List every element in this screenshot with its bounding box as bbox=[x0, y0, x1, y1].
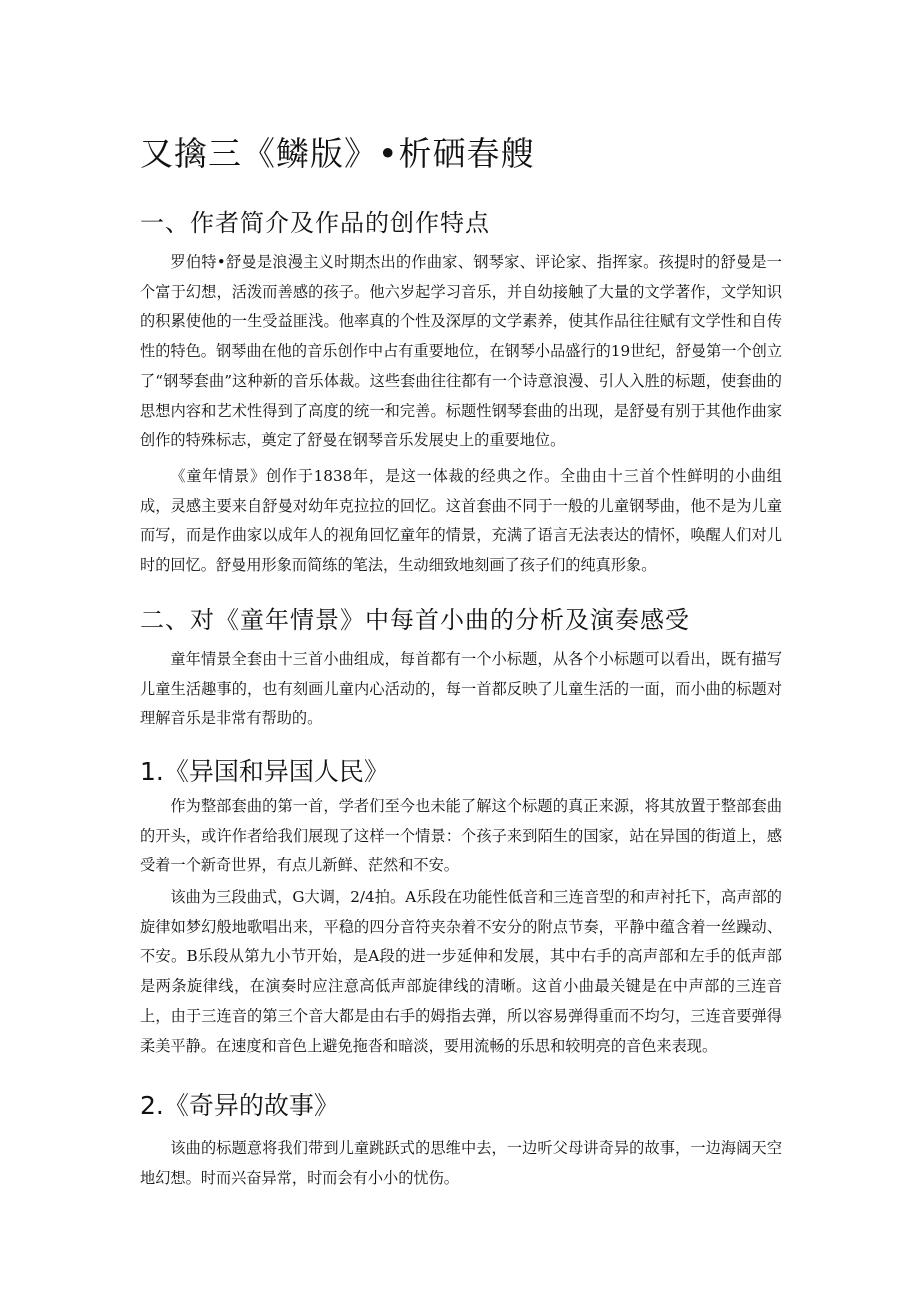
paragraph-piece1-analysis: 该曲为三段曲式，G大调，2/4拍。A乐段在功能性低音和三连音型的和声衬托下，高声部的旋律如梦幻般地歌唱出来，平稳的四分音符夹杂着不安分的附点节奏，平静中蕴含着一丝躁动、不安。B乐段从第九小节开始，是A段的进一步延伸和发展，其中右手的高声部和左手的低声部是两条旋律线，在演奏时应注意高低声部旋律线的清晰。这首小曲最关键是在中声部的三连音上，由于三连音的第三个音大都是由右手的姆指去弹，所以容易弹得重而不均匀，三连音要弹得柔美平静。在速度和音色上避免拖沓和暗淡，要用流畅的乐思和较明亮的音色来表现。 bbox=[140, 888, 782, 1055]
piece-heading-2: 2.《奇异的故事》 bbox=[140, 1091, 339, 1120]
document-title: 又擒三《鳞版》•析硒春艘 bbox=[140, 134, 535, 173]
paragraph-work-intro: 《童年情景》创作于1838年，是这一体裁的经典之作。全曲由十三首个性鲜明的小曲组成，灵感主要来自舒曼对幼年克拉拉的回忆。这首套曲不同于一般的儿童钢琴曲，他不是为儿童而写，而是作曲家以成年人的视角回忆童年的情景，充满了语言无法表达的情怀，唤醒人们对儿时的回忆。舒曼用形象而简练的笔法，生动细致地刻画了孩子们的纯真形象。 bbox=[140, 467, 782, 575]
paragraph-piece1-intro: 作为整部套曲的第一首，学者们至今也未能了解这个标题的真正来源，将其放置于整部套曲的开头，或许作者给我们展现了这样一个情景：个孩子来到陌生的国家，站在异国的街道上，感受着一个新奇世界，有点儿新鲜、茫然和不安。 bbox=[140, 797, 782, 875]
paragraph-analysis-intro: 童年情景全套由十三首小曲组成，每首都有一个小标题，从各个小标题可以看出，既有描写儿童生活趣事的，也有刻画儿童内心活动的，每一首都反映了儿童生活的一面，而小曲的标题对理解音乐是非常有帮助的。 bbox=[140, 650, 782, 728]
piece-heading-1: 1.《异国和异国人民》 bbox=[140, 757, 389, 786]
paragraph-author-bio: 罗伯特•舒曼是浪漫主义时期杰出的作曲家、钢琴家、评论家、指挥家。孩提时的舒曼是一个富于幻想，活泼而善感的孩子。他六岁起学习音乐，并自幼接触了大量的文学著作，文学知识的积累使他的一生受益匪浅。他率真的个性及深厚的文学素养，使其作品往往赋有文学性和自传性的特色。钢琴曲在他的音乐创作中占有重要地位，在钢琴小品盛行的19世纪，舒曼第一个创立了“钢琴套曲”这种新的音乐体裁。这些套曲往往都有一个诗意浪漫、引人入胜的标题，使套曲的思想内容和艺术性得到了高度的统一和完善。标题性钢琴套曲的出现，是舒曼有别于其他作曲家创作的特殊标志，奠定了舒曼在钢琴音乐发展史上的重要地位。 bbox=[140, 253, 783, 450]
section-heading-author: 一、作者简介及作品的创作特点 bbox=[140, 209, 490, 237]
section-heading-analysis: 二、对《童年情景》中每首小曲的分析及演奏感受 bbox=[140, 606, 690, 634]
paragraph-piece2-intro: 该曲的标题意将我们带到儿童跳跃式的思维中去，一边听父母讲奇异的故事，一边海阔天空地幻想。时而兴奋异常，时而会有小小的忧伤。 bbox=[140, 1139, 782, 1187]
